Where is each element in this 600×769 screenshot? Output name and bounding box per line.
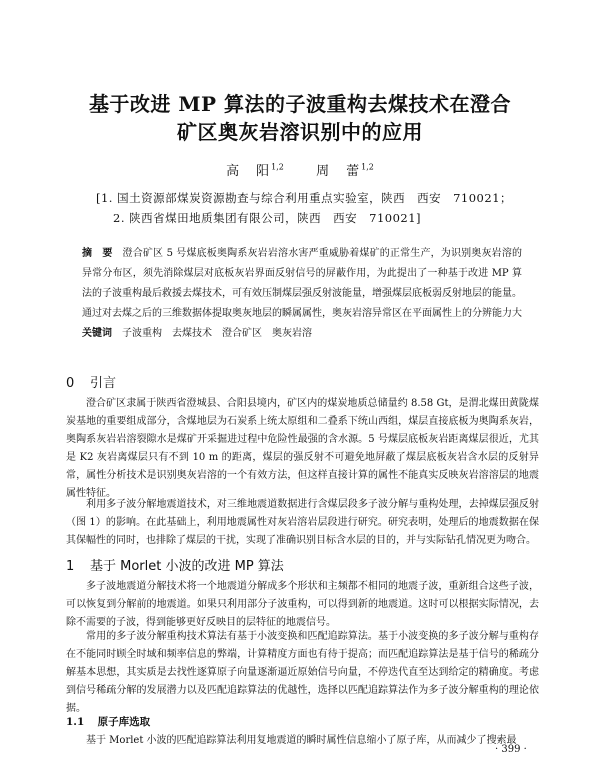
section-1-paragraph-1: 多子波地震道分解技术将一个地震道分解成多个形状和主频都不相同的地震子波，重新组合这些子波，可以恢复到分解前的地震道。如果只利用部分子波重构，可以得到新的地震道。这时可以根据实际情况，去除不需要的子波，得到能够更好反映目的层特征的地震信号。	[66, 581, 539, 628]
affiliation-line-2: 2. 陕西省煤田地质集团有限公司，陕西 西安 710021]	[113, 211, 422, 225]
keywords	[82, 324, 522, 344]
subsection-1-1-title: 原子库选取	[97, 716, 151, 728]
abstract	[82, 244, 522, 328]
author-1-affiliation-mark: 1,2	[271, 162, 284, 172]
section-1-number: 1	[66, 559, 75, 574]
author-2-affiliation-mark: 1,2	[361, 162, 374, 172]
section-1-heading	[66, 555, 284, 574]
paper-title-line-2: 矿区奥灰岩溶识别中的应用	[177, 120, 423, 144]
affiliation-line-1: [1. 国土资源部煤炭资源勘查与综合利用重点实验室，陕西 西安 710021；	[96, 191, 513, 205]
section-0-title: 引言	[90, 376, 117, 391]
section-0-heading	[66, 372, 116, 391]
subsection-1-1-heading	[66, 714, 150, 729]
subsection-1-1-paragraph-1: 基于 Morlet 小波的匹配追踪算法利用复地震道的瞬时属性信息缩小了原子库，从而减少了搜索最	[86, 735, 517, 746]
keywords-label: 关键词	[82, 328, 112, 339]
keywords-text: 子波重构 去煤技术 澄合矿区 奥灰岩溶	[122, 328, 312, 339]
paper-title-line-1: 基于改进 MP 算法的子波重构去煤技术在澄合	[88, 92, 512, 116]
section-1-paragraph-2: 常用的多子波分解重构技术算法有基于小波变换和匹配追踪算法。基于小波变换的多子波分解与重构存在不能同时顾全时域和频率信息的弊端，计算精度方面也有待于提高；而匹配追踪算法是基于信号的稀疏分解基本思想，其实质是去找性逐算原子向量逐渐逼近原始信号向量，不停迭代直至达到给定的精确度。考虑到信号稀疏分解的发展潜力以及匹配追踪算法的优越性，选择以匹配追踪算法作为多子波分解重构的理论依据。	[66, 631, 539, 714]
section-0-number: 0	[66, 376, 75, 391]
subsection-1-1-number: 1.1	[66, 716, 85, 728]
page-number: · 399 ·	[495, 744, 527, 755]
section-0-paragraph-2: 利用多子波分解地震道技术，对三维地震道数据进行含煤层段多子波分解与重构处理，去掉煤层强反射（图 1）的影响。在此基础上，利用地震属性对灰岩溶岩层段进行研究。研究表明，处理后的地震数据在保其保幅性的同时，也排除了煤层的干扰，实现了准确识别目标含水层的目的，并与实际钻孔情况更为吻合。	[66, 499, 539, 546]
author-list	[0, 160, 600, 179]
author-2-name: 周 蕾	[316, 164, 362, 179]
section-0-paragraph-1: 澄合矿区隶属于陕西省澄城县、合阳县境内，矿区内的煤炭地质总储量约 8.58 Gt，是渭北煤田黄陇煤炭基地的重要组成部分，含煤地层为石炭系上统太原组和二叠系下统山西组，煤层直接底板为奥陶系灰岩，奥陶系灰岩岩溶裂隙水是煤矿开采掘进过程中危险性最强的含水源。5 号煤层底板灰岩距离煤层很近，尤其是 K2 灰岩离煤层只有不到 10 m 的距离，煤层的强反射不可避免地屏蔽了煤层底板灰岩含水层的反射异常，属性分析技术是识别奥灰岩溶的一个有效方法，但这样直接计算的属性不能真实反映灰岩溶溶层的地震属性特征。	[66, 398, 539, 499]
abstract-text: 澄合矿区 5 号煤底板奥陶系灰岩岩溶水害严重威胁着煤矿的正常生产，为识别奥灰岩溶的异常分布区，须先消除煤层对底板灰岩界面反射信号的屏蔽作用，为此提出了一种基于改进 MP 算法的子波重构最后救援去煤技术，可有效压制煤层强反射波能量，增强煤层底板弱反射地层的能量。通过对去煤之后的三维数据体提取奥灰地层的瞬属属性，奥灰岩溶异常区在平面属性上的分辨能力大	[82, 248, 522, 319]
section-1-title: 基于 Morlet 小波的改进 MP 算法	[90, 559, 284, 574]
author-1-name: 高 阳	[226, 164, 272, 179]
abstract-label: 摘 要	[82, 248, 113, 259]
